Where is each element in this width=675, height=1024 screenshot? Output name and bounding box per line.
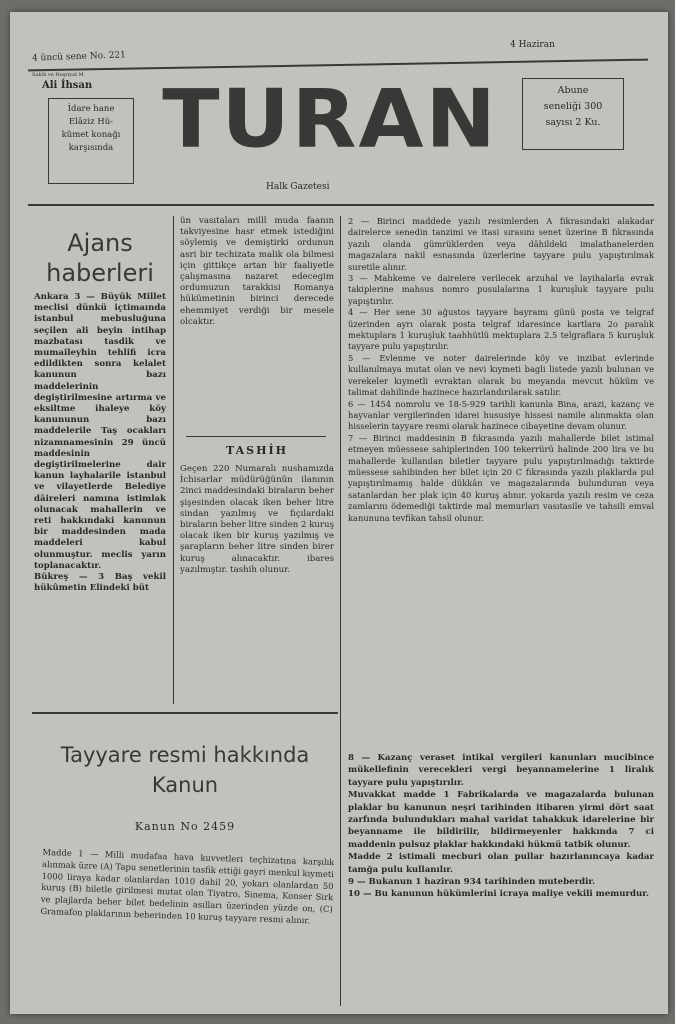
subscription-line: Abune (557, 85, 589, 96)
office-line: İdare hane (67, 104, 115, 114)
office-line: karşısında (68, 143, 114, 153)
office-line: kûmet konağı (61, 130, 121, 140)
owner-label: Sahib ve Neşriyat M (32, 72, 84, 78)
ajans-heading (36, 228, 164, 288)
subscription-box (522, 78, 624, 150)
ajans-column-2 (180, 216, 334, 430)
tashih-text: Geçen 220 Numaralı nushamızda İchisarlar müdürüğünün ilanının 2inci maddesindaki biraların beher şişesinden olacak iken beher litre sindan yazılmış ve fıçılardaki biraların beher litre sinden 2 kuruş olacak iken bir kuruş yazılmış ve şarapların beher litre sinden birer kuruş alınacaktır. ibares yazılmıştır. tashih olunur. (180, 464, 334, 575)
subscription-line: seneliği 300 (543, 101, 603, 112)
ajans-column-1 (34, 292, 166, 704)
masthead-subtitle: Halk Gazetesi (266, 182, 330, 192)
tayyare-heading (32, 740, 338, 800)
masthead-title: TURAN (162, 72, 498, 166)
ajans-paragraph: Bükreş — 3 Baş vekil hükûmetin Elindeki büt (34, 572, 166, 594)
section-rule (32, 712, 338, 714)
tayyare-heading-line2: Kanun (151, 773, 219, 797)
ajans-paragraph: ün vasıtaları millî muda faanın takviyesine hasr etmek istediğini söylemiş ve demiştirki ordunun asri bir techizata malik ola bilmesi için gittikçe artan bir faaliyetle çalışmasına nazaret edecegim ordumuzun tarakkisi Romanya hükümetinin birinci derecede ehemmiyet verdiği bir mesele olcaktır. (180, 216, 334, 327)
office-address-box (48, 98, 134, 184)
owner-name: Ali İhsan (42, 80, 93, 91)
right-column-text-2: 8 — Kazanç veraset intikal vergileri kanunları mucibince mükellefinin verecekleri vergi beyannamelerine 1 liralık tayyare pulu yapıştırılır. Muvakkat madde 1 Fabrikalarda ve magazalarda bulunan plaklar bu kanunun neşri tarihinden itibaren yirmi dört saat zarfında bulundukları mahal varidat tahakkuk idarelerine bir beyanname ile bildirilir, bildirmeyenler hakkında 7 ci maddenin pulsuz plaklar hakkındaki hükmü tatbik olunur. Madde 2 istimali mecburi olan pullar hazırlanıncaya kadar tamğa pulu kullanılır. 9 — Bukanun 1 haziran 934 tarihinden muteberdir. 10 — Bu kanunun hükümlerini icraya maliye vekili memurdur. (348, 753, 654, 900)
tayyare-heading-line1: Tayyare resmi hakkında (60, 743, 310, 767)
column-divider (173, 216, 174, 704)
issue-number: 4 üncü sene No. 221 (31, 50, 126, 64)
column-divider (340, 216, 341, 1006)
subscription-line: sayısı 2 Ku. (545, 117, 601, 128)
tayyare-text: Madde 1 — Milli mudafaa hava kuvvetleri teçhizatına karşılık alınmak üzre (A) Tapu senetlerinin tasfik ettiği gayri menkul kıymeti 1000 liraya kadar olanlardan 1010 dahil 20, yokarı olanlardan 50 kuruş (B) biletle girilmesi mutat olan Tiyatro, Sinema, Konser Sirk ve plajlarda beher bilet bedelinin asılları üzerinden yüzde on, (C) Gramafon plaklarının beherinden 10 kuruş tayyare resmi alınır. (40, 846, 335, 926)
ajans-heading-line1: Ajans (67, 229, 133, 257)
right-column-text-1: 2 — Birinci maddede yazılı resimlerden A fıkrasındaki alakadar dairelerce senedin tanzimi ve itasi sırasını senet üzerine B fıkrasında yazılı olanda gümrüklerden veya dâhildeki imalathanelerden magazalara nakil esnasında üzerlerine tayyare pulu yapıştırılmak suretile alınır. 3 — Mahkeme ve dairelere verilecek arzuhal ve layihalarla evrak takiplerine mahsus nomro pusulalarına 1 kuruşluk tayyare pulu yapıştırılır. 4 — Her sene 30 ağustos tayyare bayramı günü posta ve telgraf üzerinden ayrı olarak posta telgraf idaresince kartlara 2o paralık mektuplara 1 kuruşluk taahhütlü mektuplara 2.5 telgraflara 5 kuruşluk tayyare pulu yapıştırılır. 5 — Evlenme ve noter dairelerinde köy ve inzibat evlerinde kullanılmaya mutat olan ve nevi kıymeti bagli listede yazılı bulunan ve verekeler kıymetli evraktan olarak bu meyanda mevcut hüküm ve talimat dahilinde hazinece hazırlandırılarak satılır. 6 — 1454 nomrolu ve 18-5-929 tarihli kanunla Bina, arazi, kazanç ve hayvanlar vergilerinden idarei hususiye hissesi namile alınmakta olan hisselerin tayyare resmi olarak hazinece cibayetine devam olunur. 7 — Birinci maddesinin B fıkrasında yazılı mahallerde bilet istimal etmeyen müessese sahiplerinden 100 tekerrürü halinde 200 lira ve bu mahallerde kullanılan biletler tayyare pulu yapıştırılmadığı taktirde müessese sahibinden her bilet için 20 C fıkrasında yazılı plaklarda pul yapıştırılmamış halde dükkân ve magazalarında bulunduran veya satanlardan her plak için 40 kuruş alınır. yokarda yazılı resim ve ceza zamlarını ödemediği taktirde mal memurları vasıtasile ve tahsili emval kanununa tevfikan tahsil olunur. (348, 216, 654, 523)
office-line: Elâziz Hü- (68, 117, 114, 127)
ajans-heading-line2: haberleri (46, 259, 154, 287)
header-rule (28, 204, 654, 206)
issue-date: 4 Haziran (510, 40, 555, 50)
law-number: Kanun No 2459 (134, 820, 236, 833)
tashih-title: TASHİH (226, 444, 288, 457)
ajans-paragraph: Ankara 3 — Büyük Millet meclisi dünkü içtimaında istanbul mebusluğuna seçilen ali beyin intihap mazbatası tasdik ve mumaileyhin tehlifi icra edildikten sonra kelalet kanunun bazı maddelerinin degiştirilmesine artırma ve eksiltme ihaleye köy kanununun bazı maddelerile Taş ocakları nizamnamesinin 29 üncü maddesinin degiştirilmelerine dair kanun layhalarile istanbul ve vilayetlerde Belediye dâireleri namına istimlak olunacak mahallerin ve reti hakkındaki kanunun bir maddesinden mada maddeleri kabul olunmuştur. meclis yarın toplanacaktır. (34, 292, 166, 571)
tashih-rule (186, 436, 326, 437)
newspaper-page (10, 12, 668, 1014)
